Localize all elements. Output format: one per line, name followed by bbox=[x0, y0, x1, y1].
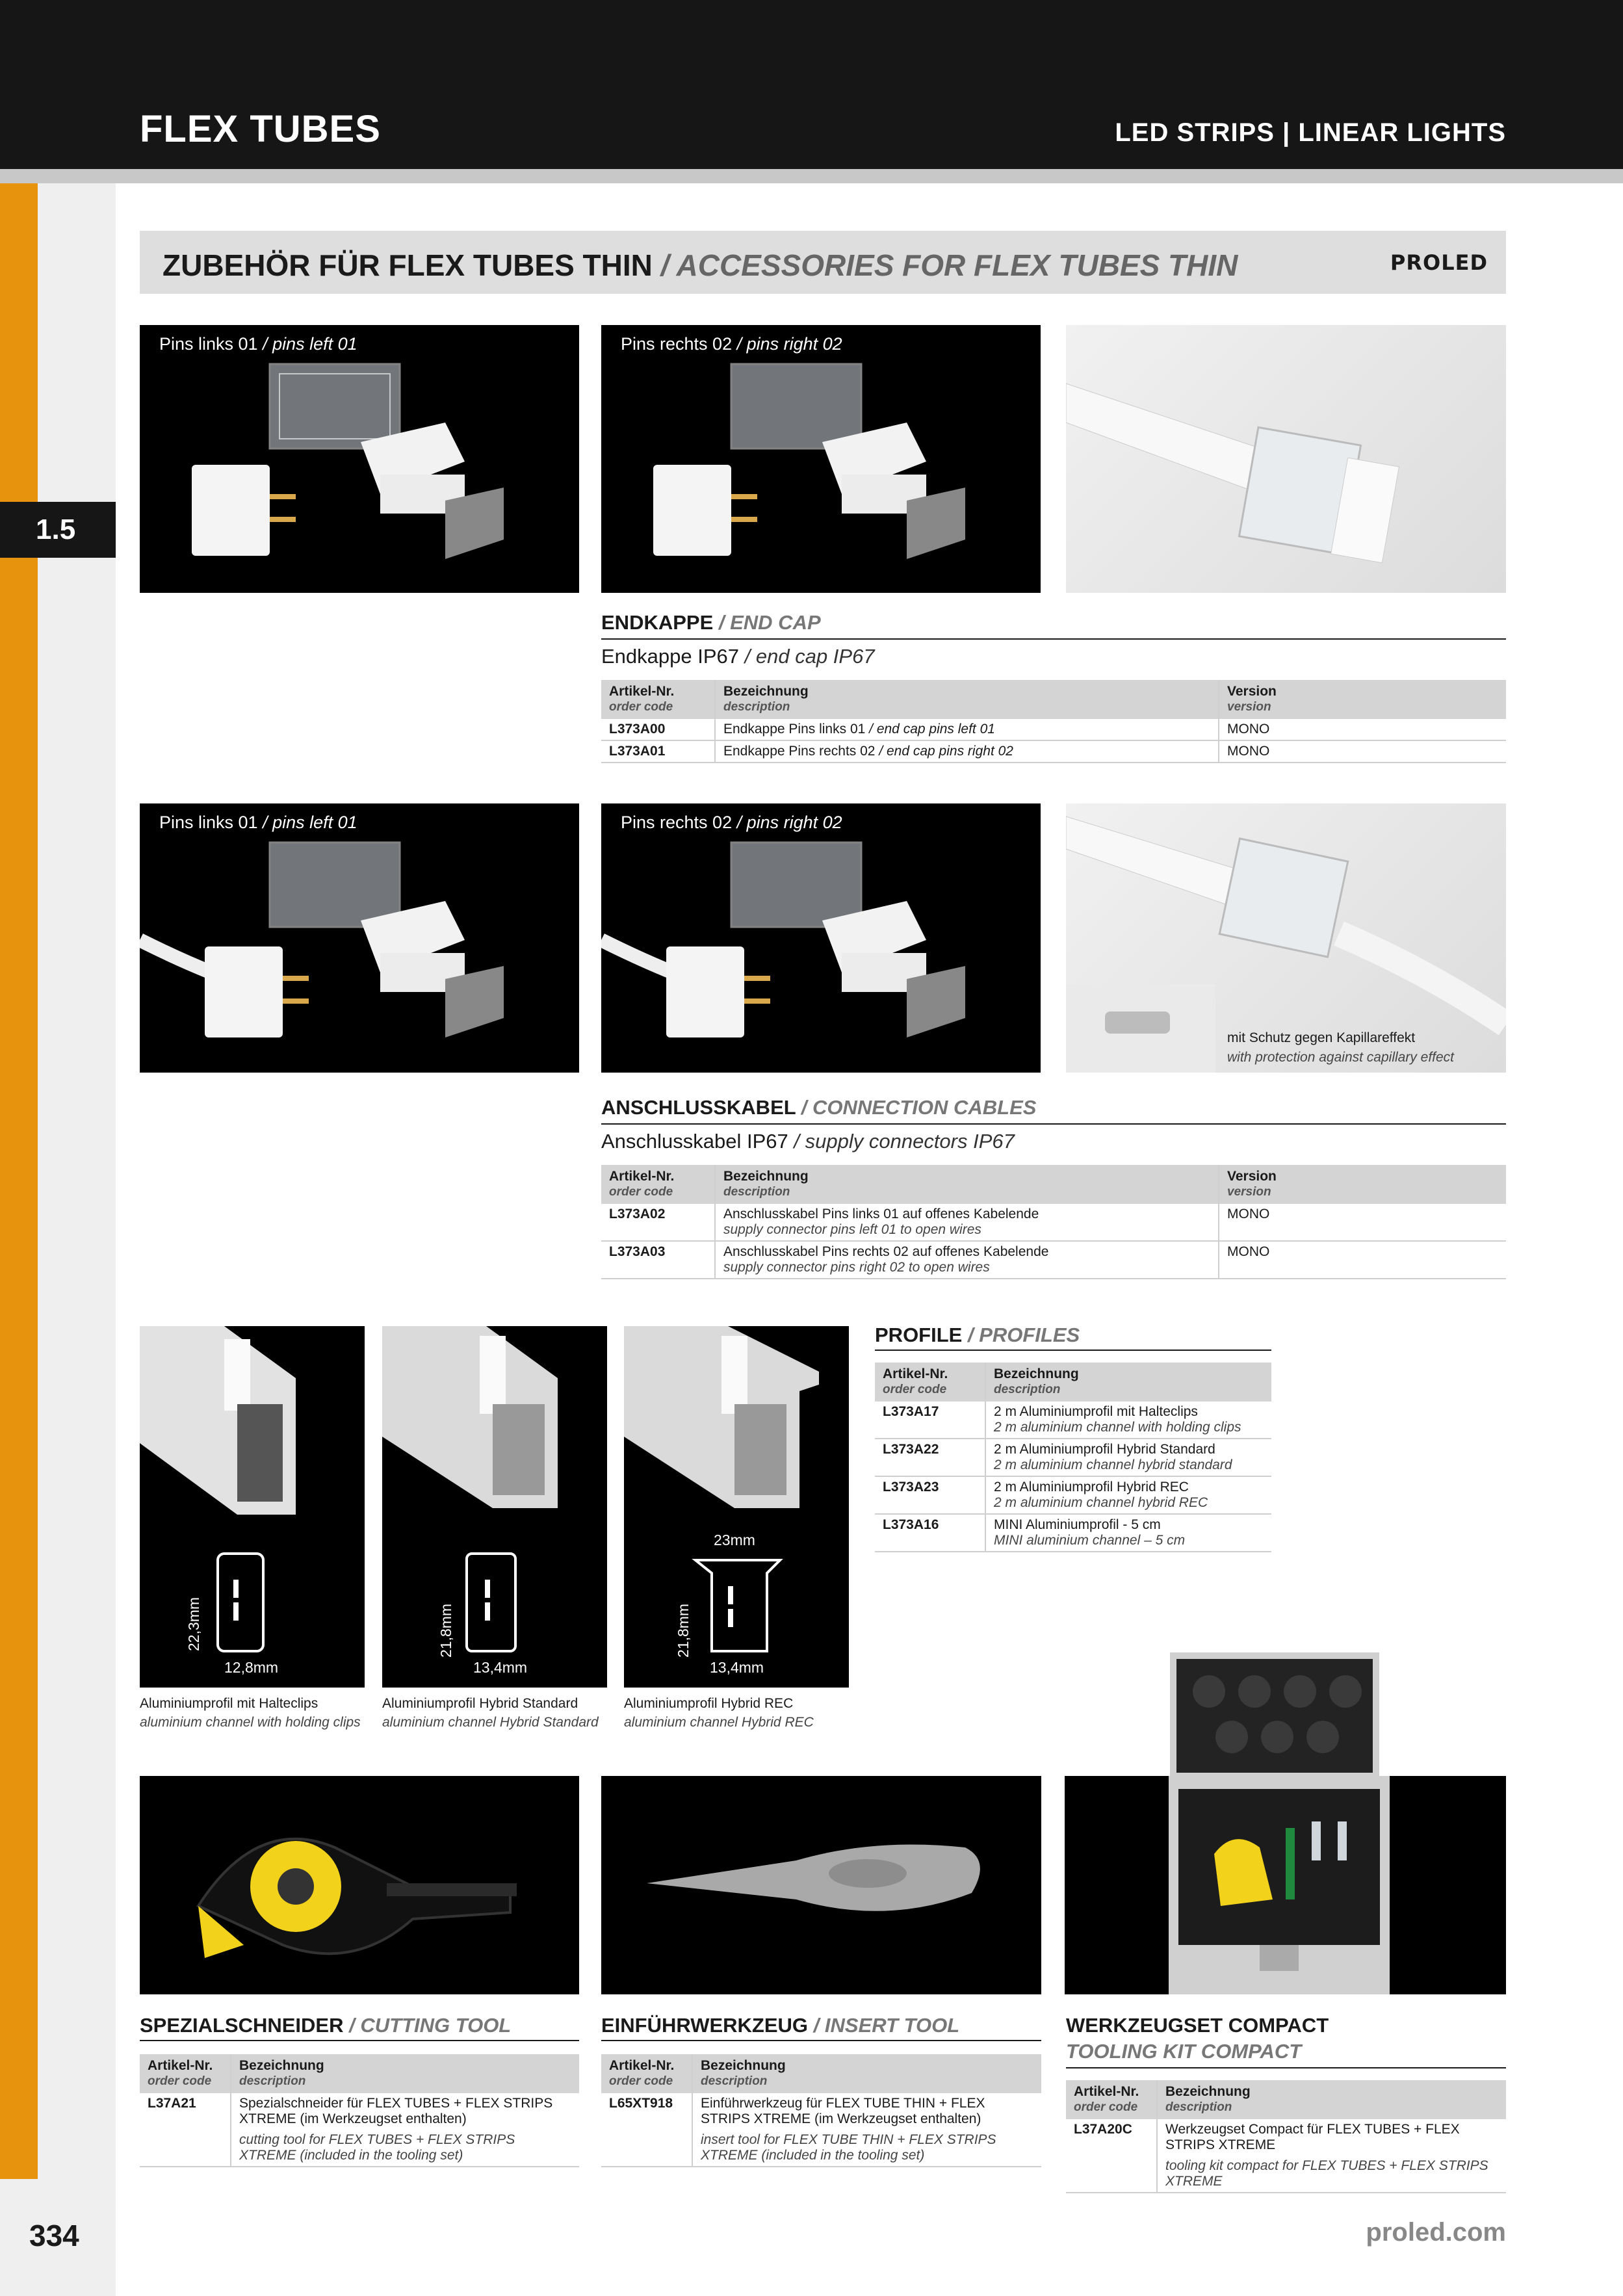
chapter-tab: 1.5 bbox=[0, 502, 116, 558]
endcap-parts-illustration bbox=[601, 325, 1041, 593]
chapter-color-bar bbox=[0, 183, 38, 2179]
cutting-tool-photo bbox=[140, 1776, 579, 1994]
table-row: L373A02 Anschlusskabel Pins links 01 auf offenes Kabelende supply connector pins left 01 to open wires MONO bbox=[601, 1204, 1506, 1241]
divider bbox=[875, 1350, 1271, 1351]
cable-pins-right-photo bbox=[601, 803, 1041, 1073]
divider bbox=[601, 2040, 1041, 2041]
profile-hybrid-rec-photo bbox=[624, 1326, 849, 1688]
cutting-tool-heading: SPEZIALSCHNEIDER / CUTTING TOOL bbox=[140, 2014, 512, 2037]
profile-width-dim: 13,4mm bbox=[710, 1659, 764, 1676]
tooling-kit-heading-en: TOOLING KIT COMPACT bbox=[1066, 2040, 1302, 2063]
profile-caption: Aluminiumprofil mit Halteclips aluminium channel with holding clips bbox=[140, 1696, 361, 1730]
table-row: L373A03 Anschlusskabel Pins rechts 02 auf offenes Kabelende supply connector pins right 02 to open wires MONO bbox=[601, 1241, 1506, 1279]
cables-subtitle: Anschlusskabel IP67 / supply connectors IP67 bbox=[601, 1130, 1015, 1153]
endcap-pins-right-photo bbox=[601, 325, 1041, 593]
header-divider bbox=[0, 169, 1623, 183]
profile-width-dim: 13,4mm bbox=[473, 1659, 528, 1676]
cable-pins-left-photo bbox=[140, 803, 579, 1073]
table-header-row: Artikel-Nr. order code Bezeichnung description bbox=[1066, 2080, 1506, 2119]
table-row: L65XT918 Einführwerkzeug für FLEX TUBE THIN + FLEX STRIPS XTREME (im Werkzeugset enthalten) insert tool for FLEX TUBE THIN + FLEX STRIPS XTREME (included in the tooling set) bbox=[601, 2093, 1041, 2167]
tooling-kit-photo bbox=[1065, 1776, 1506, 1994]
endcap-subtitle: Endkappe IP67 / end cap IP67 bbox=[601, 645, 875, 668]
section-title-en: / ACCESSORIES FOR FLEX TUBES THIN bbox=[660, 248, 1238, 282]
profile-illustration bbox=[382, 1326, 607, 1688]
endcap-parts-illustration bbox=[140, 325, 579, 593]
page-number: 334 bbox=[29, 2219, 79, 2252]
profiles-heading: PROFILE / PROFILES bbox=[875, 1324, 1080, 1346]
profile-caption: Aluminiumprofil Hybrid Standard aluminium channel Hybrid Standard bbox=[382, 1696, 599, 1730]
table-header-row: Artikel-Nr. order code Bezeichnung description Version version bbox=[601, 680, 1506, 719]
insert-tool-heading: EINFÜHRWERKZEUG / INSERT TOOL bbox=[601, 2014, 960, 2037]
cables-heading: ANSCHLUSSKABEL / CONNECTION CABLES bbox=[601, 1096, 1037, 1119]
table-row: L373A23 2 m Aluminiumprofil Hybrid REC 2 m aluminium channel hybrid REC bbox=[875, 1476, 1271, 1514]
table-header-row: Artikel-Nr. order code Bezeichnung description bbox=[601, 2054, 1041, 2093]
table-row: L373A01 Endkappe Pins rechts 02 / end cap pins right 02 MONO bbox=[601, 740, 1506, 763]
profile-holding-clips-photo bbox=[140, 1326, 365, 1688]
profile-height-dim: 22,3mm bbox=[185, 1597, 202, 1651]
divider bbox=[601, 1123, 1506, 1125]
page-header bbox=[0, 0, 1623, 169]
endcap-heading: ENDKAPPE / END CAP bbox=[601, 611, 821, 634]
photo-caption: Pins links 01 / pins left 01 bbox=[159, 813, 357, 832]
table-row: L373A22 2 m Aluminiumprofil Hybrid Standard 2 m aluminium channel hybrid standard bbox=[875, 1439, 1271, 1476]
insert-tool-illustration bbox=[601, 1776, 1041, 1994]
profile-illustration bbox=[624, 1326, 849, 1688]
tooling-kit-heading: WERKZEUGSET COMPACT bbox=[1066, 2014, 1329, 2037]
profile-caption: Aluminiumprofil Hybrid REC aluminium channel Hybrid REC bbox=[624, 1696, 814, 1730]
table-header-row: Artikel-Nr. order code Bezeichnung description bbox=[140, 2054, 579, 2093]
cutting-tool-illustration bbox=[140, 1776, 579, 1994]
page-title: FLEX TUBES bbox=[140, 108, 381, 150]
photo-caption: Pins rechts 02 / pins right 02 bbox=[621, 334, 842, 354]
tooling-kit-lid-illustration bbox=[1170, 1652, 1379, 1776]
proled-logo: PROLED bbox=[1390, 250, 1488, 275]
divider bbox=[1066, 2067, 1506, 2068]
tooling-kit-table bbox=[1066, 2080, 1506, 2193]
profile-height-dim: 21,8mm bbox=[437, 1603, 454, 1658]
section-header bbox=[140, 231, 1506, 294]
cable-parts-illustration bbox=[140, 803, 579, 1073]
cables-table bbox=[601, 1165, 1506, 1279]
cable-mounted-photo bbox=[1066, 803, 1506, 1073]
table-row: L373A00 Endkappe Pins links 01 / end cap pins left 01 MONO bbox=[601, 719, 1506, 740]
photo-caption: Pins links 01 / pins left 01 bbox=[159, 334, 357, 354]
insert-tool-table bbox=[601, 2054, 1041, 2167]
tooling-kit-illustration bbox=[1065, 1776, 1506, 1994]
table-row: L373A17 2 m Aluminiumprofil mit Halteclips 2 m aluminium channel with holding clips bbox=[875, 1402, 1271, 1439]
endcap-mounted-illustration bbox=[1066, 325, 1506, 593]
category-label: LED STRIPS | LINEAR LIGHTS bbox=[1115, 118, 1506, 147]
profiles-table bbox=[875, 1363, 1271, 1552]
divider bbox=[601, 638, 1506, 640]
table-header-row: Artikel-Nr. order code Bezeichnung description bbox=[875, 1363, 1271, 1402]
section-title-de: ZUBEHÖR FÜR FLEX TUBES THIN bbox=[162, 248, 653, 282]
website-url[interactable]: proled.com bbox=[1366, 2218, 1506, 2247]
profile-hybrid-standard-photo bbox=[382, 1326, 607, 1688]
cable-parts-illustration bbox=[601, 803, 1041, 1073]
tooling-kit-lid bbox=[1170, 1652, 1379, 1776]
table-row: L37A21 Spezialschneider für FLEX TUBES + FLEX STRIPS XTREME (im Werkzeugset enthalten) cutting tool for FLEX TUBES + FLEX STRIPS XTREME (included in the tooling set) bbox=[140, 2093, 579, 2167]
profile-width-dim: 12,8mm bbox=[224, 1659, 279, 1676]
table-header-row: Artikel-Nr. order code Bezeichnung description Version version bbox=[601, 1165, 1506, 1204]
profile-height-dim: 21,8mm bbox=[675, 1603, 692, 1658]
photo-caption: Pins rechts 02 / pins right 02 bbox=[621, 813, 842, 832]
insert-tool-photo bbox=[601, 1776, 1041, 1994]
table-row: L373A16 MINI Aluminiumprofil - 5 cm MINI aluminium channel – 5 cm bbox=[875, 1514, 1271, 1552]
endcap-table bbox=[601, 680, 1506, 763]
capillary-caption: mit Schutz gegen Kapillareffekt with protection against capillary effect bbox=[1227, 1030, 1455, 1065]
cutting-tool-table bbox=[140, 2054, 579, 2167]
table-row: L37A20C Werkzeugset Compact für FLEX TUBES + FLEX STRIPS XTREME tooling kit compact for FLEX TUBES + FLEX STRIPS XTREME bbox=[1066, 2119, 1506, 2193]
profile-illustration bbox=[140, 1326, 365, 1688]
profile-top-dim: 23mm bbox=[714, 1532, 755, 1548]
divider bbox=[140, 2040, 579, 2041]
endcap-pins-left-photo bbox=[140, 325, 579, 593]
endcap-mounted-photo bbox=[1066, 325, 1506, 593]
section-title bbox=[162, 248, 1238, 283]
